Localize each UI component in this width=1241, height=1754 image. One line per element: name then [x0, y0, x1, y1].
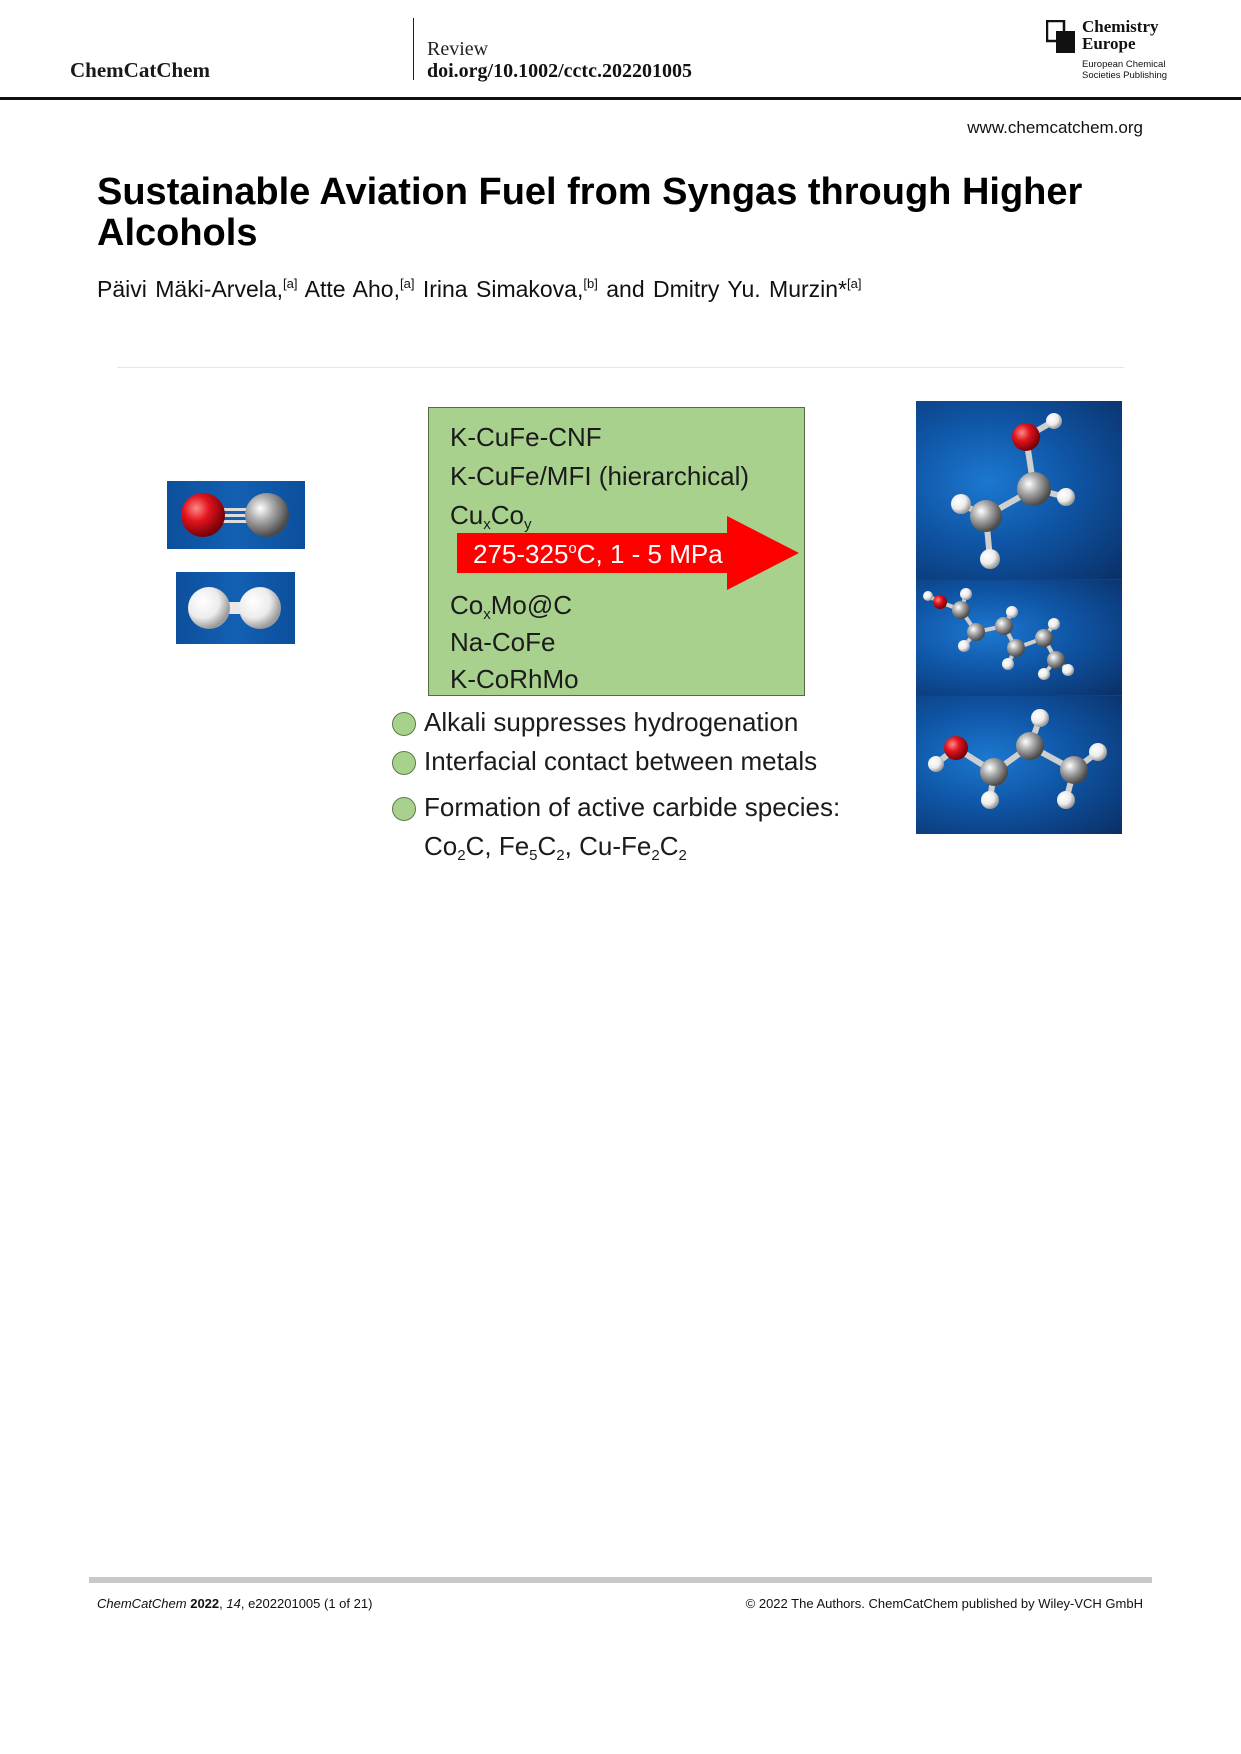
catalyst-item: Na-CoFe	[450, 627, 556, 657]
feature-item: Interfacial contact between metals	[424, 746, 818, 776]
catalyst-item: K-CuFe/MFI (hierarchical)	[450, 461, 750, 491]
hexanol-molecule	[916, 580, 1122, 696]
article-title: Sustainable Aviation Fuel from Syngas through Higher Alcohols	[97, 171, 1083, 254]
bullet-icon	[392, 797, 416, 821]
feature-item: Formation of active carbide species:	[424, 792, 841, 822]
graphical-abstract-divider	[117, 367, 1124, 368]
propanol-molecule-icon	[916, 696, 1122, 834]
hexanol-molecule-icon	[916, 580, 1122, 696]
catalyst-item: K-CoRhMo	[450, 664, 579, 694]
author-name: Päivi Mäki-Arvela,	[97, 276, 284, 302]
journal-name: ChemCatChem	[70, 58, 210, 82]
author-name: Atte Aho,	[304, 276, 400, 302]
reaction-conditions: 275-325$^o$C, 1 - 5 MPa	[473, 539, 723, 569]
article-type: Review	[427, 38, 489, 60]
h2-molecule-icon	[176, 572, 295, 644]
propanol-molecule	[916, 696, 1122, 834]
publisher-subtitle-line2: Societies Publishing	[1082, 70, 1168, 81]
carbon-monoxide-molecule	[167, 481, 305, 549]
footer-citation: ChemCatChem 2022, 14, e202201005 (1 of 21)	[97, 1596, 373, 1611]
catalyst-list-box	[428, 407, 805, 696]
co-molecule-icon	[167, 481, 305, 549]
carbide-species: $Co_2C$, $Fe_5C_2$, $Cu-Fe_2C_2$	[424, 831, 687, 864]
publisher-name-line1: Chemistry	[1082, 17, 1159, 36]
author-name: and Dmitry Yu. Murzin*	[606, 276, 848, 302]
feature-item: Alkali suppresses hydrogenation	[424, 707, 799, 737]
bullet-icon	[392, 712, 416, 736]
catalyst-item: K-CuFe-CNF	[450, 422, 602, 452]
doi-link[interactable]: doi.org/10.1002/cctc.202201005	[427, 60, 692, 82]
author-list	[97, 276, 861, 303]
publisher-logo[interactable]	[1046, 18, 1176, 82]
ethanol-molecule	[916, 401, 1122, 580]
catalyst-item: $Cu_xCo_y$	[450, 500, 532, 533]
author-affiliation: [a]	[283, 276, 298, 291]
author-affiliation: [a]	[847, 276, 862, 291]
author-name: Irina Simakova,	[422, 276, 584, 302]
footer-copyright: © 2022 The Authors. ChemCatChem published by Wiley-VCH GmbH	[745, 1596, 1143, 1611]
ethanol-molecule-icon	[916, 401, 1122, 580]
author-affiliation: [a]	[400, 276, 415, 291]
footer-rule	[89, 1577, 1152, 1583]
hydrogen-molecule	[176, 572, 295, 644]
chemistry-europe-logo-icon	[1046, 20, 1076, 54]
header-rule	[0, 97, 1241, 100]
publisher-name-line2: Europe	[1082, 34, 1136, 53]
bullet-icon	[392, 751, 416, 775]
journal-website-link[interactable]: www.chemcatchem.org	[967, 118, 1143, 137]
catalyst-item: $Co_xMo@C$	[450, 590, 573, 623]
publisher-subtitle-line1: European Chemical	[1082, 59, 1166, 70]
author-affiliation: [b]	[583, 276, 598, 291]
header-divider	[413, 18, 414, 80]
